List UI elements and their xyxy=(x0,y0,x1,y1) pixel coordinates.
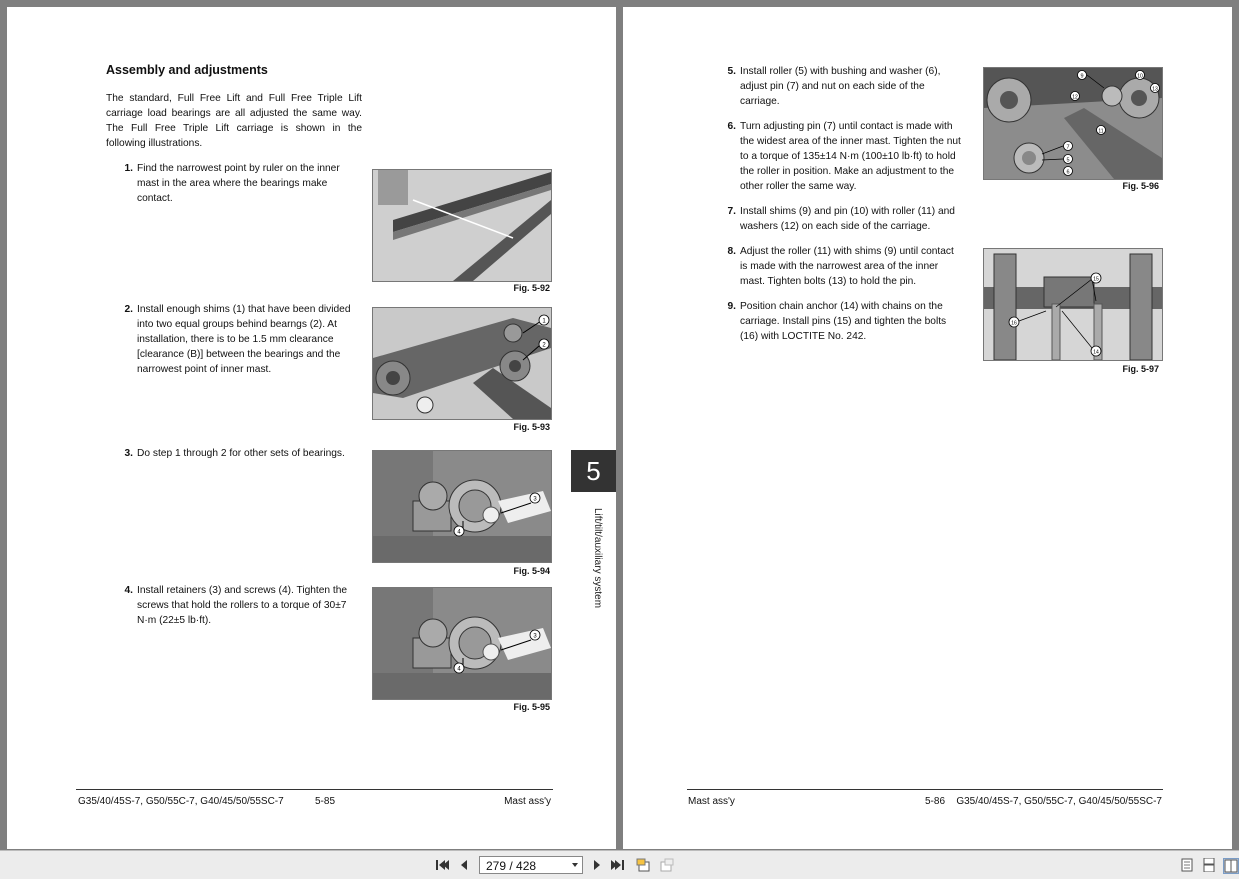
callout-label: 2 xyxy=(542,342,546,349)
figure-caption: Fig. 5-94 xyxy=(513,566,550,576)
section-title: Assembly and adjustments xyxy=(106,63,268,77)
step-line: carriage. xyxy=(740,96,780,107)
step-number: 3. xyxy=(124,448,133,459)
step-line: Find the narrowest point by ruler on the inner xyxy=(137,163,340,174)
step-line: screws that hold the rollers to a torque of 30±7 xyxy=(137,600,347,611)
figure-5-95-photo xyxy=(372,587,552,700)
step-line: is made with the narrowest area of the inner xyxy=(740,261,939,272)
figure-caption: Fig. 5-93 xyxy=(513,422,550,432)
step-line: carriage. Install pins (15) and tighten the bolts xyxy=(740,316,947,327)
footer-page-number: 5-85 xyxy=(315,796,336,807)
callout-label: 3 xyxy=(533,633,537,640)
step-line: Install roller (5) with bushing and washer (6), xyxy=(740,66,941,77)
step-line: N·m (22±5 lb·ft). xyxy=(137,615,212,626)
step-line: into two equal groups behind bearngs (2). At xyxy=(137,319,337,330)
viewer-toolbar xyxy=(0,850,1239,879)
figure-5-93-photo xyxy=(372,307,552,420)
callout-label: 5 xyxy=(1066,157,1070,164)
figure-5-94-photo xyxy=(372,450,552,563)
next-page-button[interactable] xyxy=(589,857,605,873)
last-page-icon xyxy=(610,857,626,873)
step-number: 7. xyxy=(727,206,736,217)
step-number: 2. xyxy=(124,304,133,315)
callout-label: 13 xyxy=(1152,86,1158,93)
first-page-icon xyxy=(434,857,450,873)
callout-label: 1 xyxy=(542,318,546,325)
step-line: Install shims (9) and pin (10) with roller (11) and xyxy=(740,206,955,217)
callout-label: 9 xyxy=(1080,73,1084,80)
figure-caption: Fig. 5-96 xyxy=(1122,181,1159,191)
step-number: 1. xyxy=(124,163,133,174)
next-page-icon xyxy=(589,857,605,873)
go-forward-icon xyxy=(658,857,674,873)
step-line: Adjust the roller (11) with shims (9) until contact xyxy=(740,246,954,257)
step-number: 4. xyxy=(124,585,133,596)
footer-section: Mast ass'y xyxy=(504,796,551,807)
step-number: 9. xyxy=(727,301,736,312)
callout-label: 16 xyxy=(1011,320,1017,327)
step-line: adjust pin (7) and nut on each side of the xyxy=(740,81,925,92)
step-line: Turn adjusting pin (7) until contact is made with xyxy=(740,121,953,132)
callout-label: 15 xyxy=(1093,276,1099,283)
right-page xyxy=(623,7,1232,849)
step-line: to a torque of 135±14 N·m (100±10 lb·ft) to hold xyxy=(740,151,956,162)
callout-label: 12 xyxy=(1072,94,1078,101)
step-line: mast in the area where the bearings make xyxy=(137,178,328,189)
step-number: 8. xyxy=(727,246,736,257)
figure-caption: Fig. 5-95 xyxy=(513,702,550,712)
figure-5-92-photo xyxy=(372,169,552,282)
chevron-down-icon xyxy=(572,863,578,867)
footer-section: Mast ass'y xyxy=(688,796,735,807)
page-indicator: 279 / 428 xyxy=(486,859,537,873)
continuous-view-button[interactable] xyxy=(1202,858,1216,872)
single-page-icon xyxy=(1180,858,1194,872)
footer-rule xyxy=(76,789,553,790)
step-line: installation, there is to be 1.5 mm clearance xyxy=(137,334,334,345)
figure-5-97-photo xyxy=(983,248,1163,361)
footer-rule xyxy=(687,789,1163,790)
previous-page-icon xyxy=(456,857,472,873)
callout-label: 10 xyxy=(1137,73,1143,80)
step-line: Do step 1 through 2 for other sets of bearings. xyxy=(137,448,345,459)
footer-model: G35/40/45S-7, G50/55C-7, G40/45/50/55SC-7 xyxy=(956,796,1162,807)
left-page xyxy=(7,7,616,849)
continuous-page-icon xyxy=(1202,858,1216,872)
go-forward-button[interactable] xyxy=(658,857,674,873)
callout-label: 11 xyxy=(1098,128,1104,135)
figure-caption: Fig. 5-92 xyxy=(513,283,550,293)
last-page-button[interactable] xyxy=(610,857,626,873)
figure-caption: Fig. 5-97 xyxy=(1122,364,1159,374)
step-line: narrowest point of inner mast. xyxy=(137,364,272,375)
go-back-icon xyxy=(636,857,652,873)
step-line: (16) with LOCTITE No. 242. xyxy=(740,331,867,342)
step-line: washers (12) on each side of the carriage. xyxy=(740,221,931,232)
previous-page-button[interactable] xyxy=(456,857,472,873)
two-page-view-button[interactable] xyxy=(1223,858,1239,874)
step-line: Install retainers (3) and screws (4). Tighten the xyxy=(137,585,348,596)
intro-paragraph: The standard, Full Free Lift and Full Free Triple Lift carriage load bearings are all adjusted the same way. The Full Free Triple Lift carriage is shown in the following illustrations. xyxy=(106,93,362,149)
footer-model: G35/40/45S-7, G50/55C-7, G40/45/50/55SC-7 xyxy=(78,796,284,807)
callout-label: 6 xyxy=(1066,169,1070,176)
step-line: other roller the same way. xyxy=(740,181,857,192)
step-line: Position chain anchor (14) with chains on the xyxy=(740,301,943,312)
step-line: Install enough shims (1) that have been divided xyxy=(137,304,351,315)
step-line: mast. Tighten bolts (13) to hold the pin. xyxy=(740,276,917,287)
callout-label: 4 xyxy=(457,666,461,673)
first-page-button[interactable] xyxy=(434,857,450,873)
footer-page-number: 5-86 xyxy=(925,796,946,807)
step-line: contact. xyxy=(137,193,173,204)
callout-label: 7 xyxy=(1066,144,1070,151)
step-number: 5. xyxy=(727,66,736,77)
step-line: the widest area of the inner mast. Tighten the nut xyxy=(740,136,961,147)
step-number: 6. xyxy=(727,121,736,132)
callout-label: 4 xyxy=(457,529,461,536)
go-back-button[interactable] xyxy=(636,857,652,873)
chapter-title: Lift/tilt/auxiliary system xyxy=(592,508,603,609)
step-line: the roller in position. Make an adjustment to the xyxy=(740,166,955,177)
callout-label: 14 xyxy=(1093,349,1099,356)
callout-label: 3 xyxy=(533,496,537,503)
single-page-view-button[interactable] xyxy=(1180,858,1194,872)
two-page-icon xyxy=(1224,859,1238,873)
page-selector[interactable] xyxy=(479,856,583,874)
figure-5-96-photo xyxy=(983,67,1163,180)
step-line: [clearance (B)] between the bearings and the xyxy=(137,349,341,360)
chapter-tab: 5 xyxy=(571,450,616,492)
